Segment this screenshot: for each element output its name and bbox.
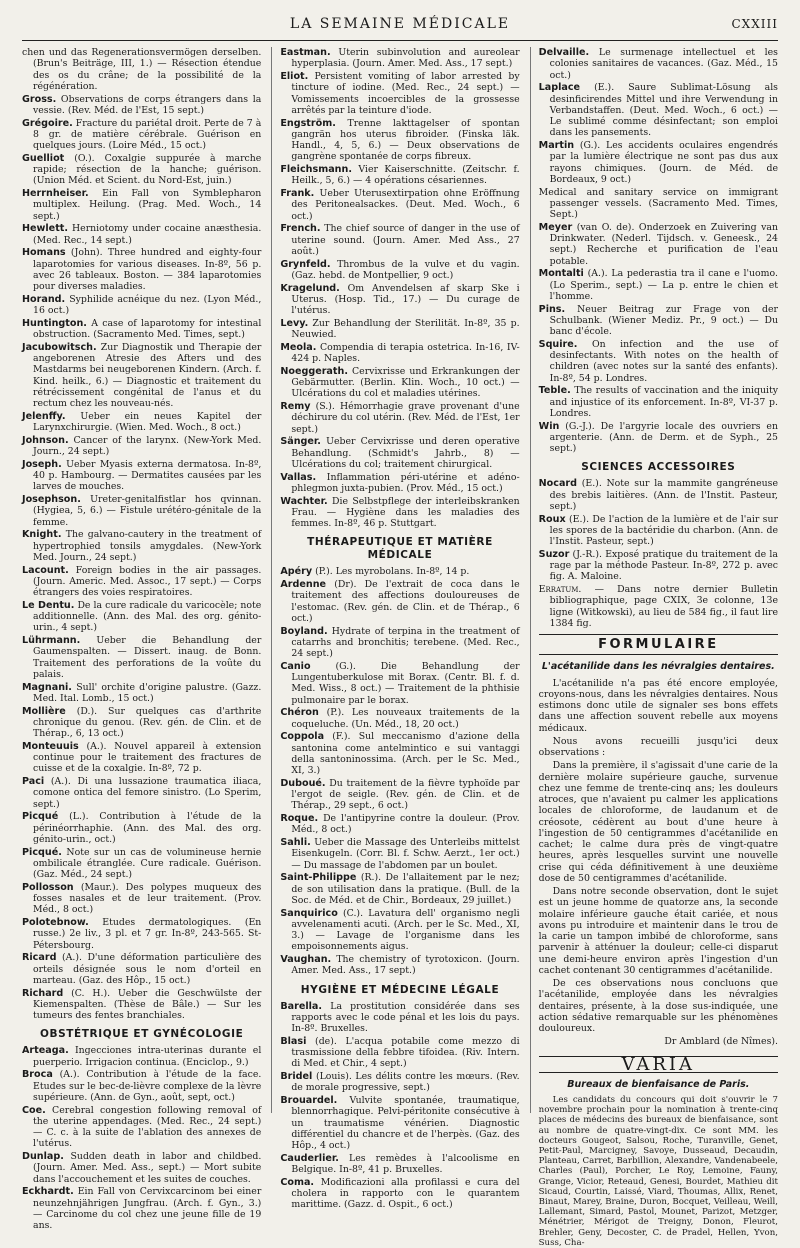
bibliography-entry <box>280 118 519 163</box>
article-paragraph: L'acétanilide n'a pas été encore employée, croyons-nous, dans les névralgies dentaires. Nous estimons donc utile de signaler ses bons effets dans une affection souvent rebelle aux moyens médicaux. <box>538 677 778 734</box>
entry-author: Sanquirico <box>280 907 338 919</box>
entry-text: (G.). Les accidents oculaires engendrés par la lumière électrique ne sont pas dus aux rayons chimiques. (Journ. de Méd. de Bordeaux, 9 oct.) <box>549 140 778 185</box>
bibliography-entry <box>22 247 261 292</box>
bibliography-entry <box>22 188 261 222</box>
bibliography-entry <box>280 342 519 365</box>
entry-text: (van O. de). Onderzoek en Zuivering van Drinkwater. (Nederl. Tijdsch. v. Geneesk., 24 sept.) Recherche et purification de l'eau potable. <box>549 221 778 267</box>
entry-author: Vallas. <box>280 471 317 483</box>
entry-author: Brouardel. <box>280 1095 338 1106</box>
bibliography-entry <box>22 565 261 599</box>
entry-author: Grégoire. <box>22 117 73 129</box>
entry-author: Eastman. <box>280 47 331 58</box>
entry-author: Barella. <box>280 1000 323 1012</box>
entry-author: Jelenffy. <box>22 410 66 422</box>
bibliography-entry <box>280 626 519 660</box>
entry-text: De l'antipyrine contre la douleur. (Prov. Méd., 8 oct.) <box>291 813 520 836</box>
entry-author: Herrnheiser. <box>22 188 89 199</box>
bibliography-entry <box>280 1036 519 1070</box>
page-number: CXXIII <box>731 17 778 31</box>
entry-text: Ingecciones intra-uterinas durante el puerperio. Irrigacion continua. (Enciclop., 9.) <box>33 1045 262 1068</box>
entry-text: Inflammation péri-utérine et adéno-phlegmon juxta-pubien. (Prov. Méd., 15 oct.) <box>291 471 520 494</box>
bibliography-entry <box>22 1045 261 1068</box>
bibliography-entry <box>280 318 519 341</box>
entry-text: La prostitution considérée dans ses rapports avec le code pénal et les lois du pays. In-8º. Bruxelles. <box>291 1000 520 1034</box>
bibliography-entry <box>22 118 261 152</box>
bibliography-entry <box>22 741 261 775</box>
bibliography-entry <box>539 339 778 384</box>
entry-author: Homans <box>22 247 66 259</box>
columns <box>22 47 778 1248</box>
entry-author: Coma. <box>280 1176 315 1188</box>
entry-text: Note sur un cas de volumineuse hernie ombilicale étranglée. Cure radicale. Guérison. (Gaz. Méd., 24 sept.) <box>33 846 262 880</box>
erratum-note <box>539 584 778 629</box>
entry-text: Ueber die Massage des Unterleibs mittelst Eisenkugeln. (Corr. Bl. f. Schw. Aerzt., 1er oct.) — Du massage de l'abdomen par un boulet. <box>291 837 520 871</box>
entry-text: (John). Three hundred and eighty-four laparotomies for various diseases. In-8º, 56 p. avec 26 tableaux. Boston. — 384 laparotomies pour diverses maladies. <box>33 247 262 292</box>
entry-text: (D.). Sur quelques cas d'arthrite chronique du genou. (Rev. gén. de Clin. et de Thérap., 6, 13 oct.) <box>33 705 262 739</box>
bibliography-entry <box>539 478 778 512</box>
entry-text: chen und das Regenerationsvermögen derselben. (Brun's Beiträge, III, 1.) — Résection étendue des os du crâne; de la possibilité de la régénération. <box>22 47 262 92</box>
notice-paragraph: Les candidats du concours qui doit s'ouvrir le 7 novembre prochain pour la nomination à trente-cinq places de médecins des bureaux de bienfaisance, sont au nombre de quatre-vingt-dix. Ce sont MM. les docteurs Gougeot, Salsou, Roche, Turanville, Genet, Petit-Paul, Marcigney, Savoye, Dusseaud, Decaudin, Planteau, Carret, Barbillion, Alexandre, Vandenabeele, Charles (Paul), Porcher, Le Roy, Lemoine, Fauny, Grange, Vicior, Reteaud, Genesi, Bourdet, Mathieu dit Sicaud, Courtin, Laissé, Viard, Thoumas, Allix, Renet, Binaut, Marey, Braine, Duron, Bocquet, Veilleau, Weill, Lallemant, Simard, Pastol, Mounet, Parizot, Metzger, Ménétrier, Mérigot de Treigny, Donon, Fleurot, Brehler, Geny, Decoster, C. de Pradel, Hellen, Yvon, Suss, Cha- <box>538 1095 778 1248</box>
bibliography-entry <box>280 778 519 812</box>
entry-text: Ein Fall von Cervixcarcinom bei einer neunzehnjährigen Jungfrau. (Arch. f. Gyn., 3.) — Carcinome du col chez une jeune fille de 19 ans. <box>33 1186 262 1231</box>
entry-author: Squire. <box>538 338 578 350</box>
entry-author: Laplace <box>538 82 581 94</box>
entry-text: (A.). Contribution à l'étude de la face. Etudes sur le bec-de-lièvre complexe de la lèvre supérieure. (Ann. de Gyn., août, sept, oct.) <box>33 1069 262 1103</box>
page-header <box>22 14 778 41</box>
entry-text: Herniotomy under cocaine anæsthesia. (Med. Rec., 14 sept.) <box>33 223 262 246</box>
entry-author: Eliot. <box>280 71 309 82</box>
entry-author: Knight. <box>22 529 62 541</box>
bibliography-entry <box>280 164 519 187</box>
bibliography-entry <box>280 579 519 624</box>
bibliography-entry <box>539 140 778 185</box>
bibliography-entry <box>539 549 778 583</box>
entry-text: Sudden death in labor and childbed. (Journ. Amer. Med. Ass., sept.) — Mort subite dans l'accouchement et les suites de couches. <box>33 1151 262 1185</box>
entry-author: Arteaga. <box>22 1045 69 1057</box>
bibliography-entry <box>22 318 261 341</box>
bibliography-entry <box>22 706 261 740</box>
bibliography-entry <box>280 401 519 435</box>
entry-text: (F.). Sul meccanismo d'azione della santonina come antelmintico e sui vantaggi della santoninossima. (Arch. per le Sc. Med., XI, 3.) <box>291 731 520 776</box>
entry-author: Blasi <box>280 1035 307 1047</box>
entry-text: Uterin subinvolution and aureolear hyperplasia. (Journ. Amer. Med. Ass., 17 sept.) <box>291 47 520 70</box>
entry-text: Les remèdes à l'alcoolisme en Belgique. In-8º, 41 p. Bruxelles. <box>291 1152 520 1175</box>
bibliography-entry <box>539 514 778 548</box>
bibliography-entry <box>280 731 519 776</box>
entry-author: Cauderlier. <box>280 1152 339 1164</box>
entry-author: Picqué <box>22 811 59 823</box>
entry-text: Thrombus de la vulve et du vagin. (Gaz. hebd. de Montpellier, 9 oct.) <box>291 258 520 281</box>
entry-author: Ricard <box>22 952 57 964</box>
entry-text: Hydrate of terpina in the treatment of catarrhs and bronchitis; terebene. (Med. Rec., 24 sept.) <box>291 625 520 659</box>
entry-author: Wachter. <box>280 495 328 507</box>
entry-text: (S.). Hémorrhagie grave provenant d'une déchirure du col utérin. (Rev. Méd. de l'Est, 1er sept.) <box>291 401 520 435</box>
bibliography-entry <box>22 600 261 634</box>
bibliography-entry <box>22 1105 261 1150</box>
entry-text: A case of laparotomy for intestinal obstruction. (Sacramento Med. Times, sept.) <box>33 317 262 340</box>
entry-author: Mollière <box>22 705 66 717</box>
bibliography-entry <box>280 707 519 730</box>
bibliography-entry <box>22 882 261 916</box>
entry-author: Broca <box>22 1069 53 1081</box>
entry-author: Hewlett. <box>22 223 69 235</box>
entry-text: (G.). Die Behandlung der Lungentuberkulose mit Borax. (Centr. Bl. f. d. Med. Wiss., 8 oct.) — Traitement de la phthisie pulmonaire par le borax. <box>291 660 520 706</box>
entry-text: Observations de corps étrangers dans la vessie. (Rev. Méd. de l'Est, 15 sept.) <box>33 93 262 116</box>
entry-text: Ureter-genitalfistlar hos qvinnan. (Hygiea, 5, 6.) — Fistule urétéro-génitale de la femme. <box>33 494 262 528</box>
entry-text: Ein Fall von Symblepharon multiplex. Heilung. (Prag. Med. Woch., 14 sept.) <box>33 188 262 222</box>
entry-text: (O.). Coxalgie suppurée à marche rapide; résection de la hanche; guérison. (Union Méd. et Scient. du Nord-Est, juin.) <box>33 152 262 187</box>
column-right <box>530 47 778 1248</box>
entry-author: Huntington. <box>22 317 87 329</box>
entry-text: Du traitement de la fièvre typhoïde par l'ergot de seigle. (Rev. gén. de Clin. et de Thérap., 29 sept., 6 oct.) <box>291 777 520 812</box>
bibliography-entry <box>22 342 261 410</box>
bibliography-entry <box>280 366 519 400</box>
entry-author: Grynfeld. <box>280 258 331 270</box>
bibliography-entry <box>22 988 261 1022</box>
bibliography-entry <box>539 268 778 302</box>
bibliography-entry <box>280 436 519 470</box>
entry-text: Foreign bodies in the air passages. (Journ. Americ. Med. Assoc., 17 sept.) — Corps étrangers des voies respiratoires. <box>33 564 262 598</box>
column-left <box>22 47 262 1231</box>
entry-author: Duboué. <box>280 777 326 789</box>
entry-text: (A.). D'une déformation particulière des orteils désignée sous le nom d'orteil en marteau. (Gaz. des Hôp., 15 oct.) <box>33 952 262 986</box>
article-signature: Dr Amblard (de Nîmes). <box>664 1036 778 1048</box>
bibliography-entry <box>280 1177 519 1211</box>
entry-author: Bridel <box>280 1071 313 1082</box>
bibliography-entry <box>280 661 519 706</box>
entry-author: Sänger. <box>280 436 321 448</box>
entry-author: Montalti <box>538 268 584 280</box>
bibliography-entry <box>22 411 261 434</box>
section-heading: HYGIÈNE ET MÉDECINE LÉGALE <box>300 983 500 996</box>
entry-author: Teble. <box>538 385 571 397</box>
entry-author: Kragelund. <box>280 282 340 294</box>
entry-author: Joseph. <box>22 458 62 470</box>
article-paragraph: Dans la première, il s'agissait d'une carie de la dernière molaire supérieure gauche, survenue chez une femme de trente-cinq ans; les douleurs atroces, que n'avaient pu calmer les applications locales de chloroforme, de laudanum et de créosote, cédèrent au bout d'une heure à l'ingestion de 50 centigrammes d'acétanilide en cachet; le calme dura près de vingt-quatre heures, après lesquelles survint une nouvelle crise qui céda définitivement à une deuxième dose de 50 centigrammes d'acétanilide. <box>538 760 778 884</box>
entry-text: Cancer of the larynx. (New-York Med. Journ., 24 sept.) <box>33 434 262 457</box>
bibliography-entry <box>22 223 261 246</box>
entry-text: Trenne lakttagelser of spontan gangrän hos uterus fibroider. (Finska läk. Handl., 4, 5, 6.) — Deux observations de gangrène spontanée de corps fibreux. <box>291 117 520 163</box>
entry-text: (A.). La pederastia tra il cane e l'uomo. (Lo Sperim., sept.) — La p. entre le chien et l'homme. <box>549 268 778 302</box>
journal-title: LA SEMAINE MÉDICALE <box>289 16 511 32</box>
bibliography-entry <box>280 1153 519 1176</box>
entry-text: The results of vaccination and the iniquity and injustice of its enforcement. In-8º, VI-37 p. Londres. <box>549 385 778 419</box>
bibliography-entry <box>539 47 778 81</box>
bibliography-entry <box>22 635 261 680</box>
entry-text: (C. H.). Ueber die Geschwülste der Kiemenspalten. (Thèse de Bâle.) — Sur les tumeurs des fentes branchiales. <box>33 987 262 1021</box>
bibliography-entry <box>280 954 519 977</box>
bibliography-entry <box>22 153 261 187</box>
entry-author: Monteuuis <box>22 740 79 752</box>
entry-text: Le surmenage intellectuel et les colonies sanitaires de vacances. (Gaz. Méd., 15 oct.) <box>549 47 778 81</box>
entry-author: Picqué. <box>22 846 62 858</box>
bibliography-entry <box>280 496 519 530</box>
entry-author: Le Dentu. <box>22 599 75 611</box>
entry-text: (E.). Saure Sublimat-Lösung als desinficirendes Mittel und ihre Verwendung in Verbandstaffen. (Deut. Med. Woch., 6 oct.) — Le sublimé comme désinfectant; son emploi dans les pansements. <box>549 82 778 139</box>
entry-text: Persistent vomiting of labor arrested by tincture of iodine. (Med. Rec., 24 sept.) — Vomissements incoercibles de la grossesse arrêtés par la teinture d'iode. <box>291 71 520 116</box>
entry-author: Roux <box>538 513 566 525</box>
bibliography-entry <box>22 917 261 951</box>
entry-author: French. <box>280 223 321 235</box>
entry-text: Cervixrisse und Erkrankungen der Gebärmutter. (Berlin. Klin. Woch., 10 oct.) — Ulcérations du col et maladies utérines. <box>291 365 520 400</box>
entry-text: Syphilide acnéique du nez. (Lyon Méd., 16 oct.) <box>33 293 262 316</box>
entry-author: Polotebnow. <box>22 917 89 928</box>
bibliography-entry <box>280 872 519 906</box>
entry-author: Martin <box>538 140 575 151</box>
entry-text: The galvano-cautery in the treatment of hypertrophied tonsils amygdales. (New-York Med. Journ., 24 sept.) <box>33 529 262 563</box>
entry-author: Dunlap. <box>22 1151 64 1162</box>
entry-author: Suzor <box>538 548 570 560</box>
section-heading: OBSTÉTRIQUE ET GYNÉCOLOGIE <box>39 1028 244 1041</box>
entry-author: Coppola <box>280 731 325 743</box>
bibliography-entry <box>22 847 261 881</box>
entry-text: (R.). De l'allaitement par le nez; de son utilisation dans la pratique. (Bull. de la Soc. de Méd. et de Chir., Bordeaux, 29 juillet.) <box>291 872 520 906</box>
bibliography-entry <box>280 566 519 577</box>
bibliography-entry <box>22 94 261 117</box>
article-paragraph: Nous avons recueilli jusqu'ici deux observations : <box>538 735 778 758</box>
entry-author: Engström. <box>280 117 336 129</box>
entry-text: Sull' orchite d'origine palustre. (Gazz. Med. Ital. Lomb., 15 oct.) <box>33 681 262 704</box>
bibliography-entry <box>280 1071 519 1094</box>
bibliography-entry <box>280 259 519 282</box>
entry-author: Fleichsmann. <box>280 164 352 175</box>
bibliography-entry <box>22 952 261 986</box>
column-middle <box>271 47 520 1211</box>
entry-text: (E.). De l'action de la lumière et de l'air sur les spores de la bactéridie du charbon. (Ann. de l'Instit. Pasteur, sept.) <box>549 513 778 547</box>
entry-text: Vulvite spontanée, traumatique, blennorrhagique. Pelvi-péritonite consécutive à un traumatisme vénérien. Diagnostic différentiel du chancre et de l'herpès. (Gaz. des Hôp., 4 oct.) <box>291 1095 520 1151</box>
bibliography-entry <box>280 837 519 871</box>
bibliography-entry <box>539 421 778 455</box>
erratum-label: Erratum. <box>538 584 582 595</box>
entry-text: (J.-R.). Exposé pratique du traitement de la rage par la méthode Pasteur. In-8º, 272 p. avec fig. A. Maloine. <box>549 548 778 583</box>
bibliography-entry <box>280 71 519 116</box>
article-subtitle: Bureaux de bienfaisance de Paris. <box>567 1078 750 1090</box>
varia-heading: VARIA <box>539 1056 778 1073</box>
entry-author: Win <box>538 420 560 432</box>
bibliography-entry <box>22 47 261 92</box>
entry-author: Delvaille. <box>538 47 590 58</box>
bibliography-entry <box>539 222 778 267</box>
entry-author: Josephson. <box>22 494 81 505</box>
section-heading: THÉRAPEUTIQUE ET MATIÈRE MÉDICALE <box>307 536 493 562</box>
entry-text: (E.). Note sur la mammite gangréneuse des brebis laitières. (Ann. de l'Instit. Pasteur, sept.) <box>549 478 778 512</box>
entry-text: Zur Behandlung der Sterilität. In-8º, 35 p. Neuwied. <box>291 317 520 340</box>
entry-author: Remy <box>280 401 311 412</box>
entry-author: Apéry <box>280 566 313 578</box>
entry-author: Noeggerath. <box>280 365 348 377</box>
bibliography-entry <box>280 1095 519 1151</box>
entry-author: Horand. <box>22 293 66 305</box>
article-paragraph: De ces observations nous concluons que l'acétanilide, employée dans les névralgies dentaires, présente, à la dose sus-indiquée, une action sédative remarquable sur les phénomènes douloureux. <box>538 978 778 1034</box>
entry-text: (P.). Les nouveaux traitements de la coqueluche. (Un. Méd., 18, 20 oct.) <box>291 707 520 730</box>
bibliography-entry <box>280 223 519 257</box>
entry-text: Ueber die Behandlung der Gaumenspalten. — Dissert. inaug. de Bonn. Traitement des perforations de la voûte du palais. <box>33 635 262 680</box>
entry-author: Johnson. <box>22 434 69 446</box>
entry-author: Ardenne <box>280 579 327 590</box>
bibliography-entry <box>280 472 519 495</box>
entry-author: Pollosson <box>22 881 74 893</box>
entry-author: Chéron <box>280 707 319 719</box>
entry-text: Compendia di terapia ostetrica. In-16, IV-424 p. Naples. <box>291 341 520 364</box>
entry-author: Levy. <box>280 317 309 329</box>
article-paragraph: Dans notre seconde observation, dont le sujet est un jeune homme de quatorze ans, la seconde molaire inférieure gauche était cariée, et nous avons pu introduire et maintenir dans le trou de la carie un tampon imbibé de chloroforme, sans parvenir à atténuer la douleur; celle-ci disparut une demi-heure environ après l'ingestion d'un cachet contenant 30 centigrammes d'acétanilide. <box>538 886 778 976</box>
bibliography-entry <box>280 813 519 836</box>
bibliography-entry <box>280 1001 519 1035</box>
entry-text: Neuer Beitrag zur Frage von der Schulbank. (Wiener Mediz. Pr., 9 oct.) — Du banc d'école. <box>549 303 778 337</box>
bibliography-entry <box>539 385 778 419</box>
entry-author: Gross. <box>22 93 57 105</box>
bibliography-entry <box>22 1186 261 1231</box>
entry-author: Lührmann. <box>22 635 81 646</box>
entry-text: Modificazioni alla profilassi e cura del cholera in rapporto con le quarantem marittime. (Gazz. d. Ospit., 6 oct.) <box>291 1176 520 1211</box>
bibliography-entry <box>22 776 261 810</box>
entry-text: (Louis). Les délits contre les mœurs. (Rev. de morale progressive, sept.) <box>291 1071 520 1094</box>
entry-author: Coe. <box>22 1104 46 1116</box>
entry-text: (G.-J.). De l'argyrie locale des ouvriers en argenterie. (Ann. de Derm. et de Syph., 25 sept.) <box>549 420 778 454</box>
entry-text: Ueber Cervixrisse und deren operative Behandlung. (Schmidt's Jahrb., 8) — Ulcérations du col; traitement chirurgical. <box>291 436 520 470</box>
bibliography-entry <box>22 494 261 528</box>
entry-author: Roque. <box>280 813 319 824</box>
entry-text: The chemistry of tyrotoxicon. (Journ. Amer. Med. Ass., 17 sept.) <box>291 954 520 977</box>
entry-text: (Dr). De l'extrait de coca dans le traitement des affections douloureuses de l'estomac. (Rev. gén. de Clin. et de Thérap., 6 oct.) <box>291 579 520 624</box>
bibliography-entry <box>22 811 261 845</box>
bibliography-entry <box>22 1069 261 1103</box>
entry-text: (de). L'acqua potabile come mezzo di trasmissione della febbre tifoidea. (Riv. Intern. di Med. et Chir., 4 sept.) <box>291 1035 520 1070</box>
entry-text: Ueber Uterusextirpation ohne Eröffnung des Peritonealsackes. (Deut. Med. Woch., 6 oct.) <box>291 188 520 222</box>
entry-text: Ueber Myasis externa dermatosa. In-8º, 40 p. Hambourg. — Dermatites causées par les larves de mouches. <box>33 458 262 493</box>
entry-author: Nocard <box>538 478 578 490</box>
bibliography-entry <box>280 283 519 317</box>
entry-text: (P.). Les myrobolans. In-8º, 14 p. <box>315 566 470 578</box>
entry-author: Saint-Philippe <box>280 872 357 884</box>
entry-author: Boyland. <box>280 625 328 637</box>
entry-author: Frank. <box>280 188 315 199</box>
entry-author: Paci <box>22 776 45 787</box>
bibliography-entry <box>22 529 261 563</box>
entry-author: Lacount. <box>22 564 69 576</box>
entry-author: Canio <box>280 660 311 672</box>
bibliography-entry <box>22 1151 261 1185</box>
entry-text: On infection and the use of desinfectants. With notes on the health of children (avec notes sur la santé des enfants). In-8º, 54 p. Londres. <box>549 338 778 384</box>
entry-author: Jacubowitsch. <box>22 341 97 353</box>
bibliography-entry <box>539 304 778 338</box>
entry-text: Medical and sanitary service on immigrant passenger vessels. (Sacramento Med. Times, Sept.) <box>538 186 778 220</box>
bibliography-entry <box>22 682 261 705</box>
entry-text: Om Anvendelsen af skarp Ske i Uterus. (Hosp. Tid., 17.) — Du curage de l'utérus. <box>291 282 520 316</box>
entry-text: Etudes dermatologiques. (En russe.) 2e liv., 3 pl. et 7 gr. In-8º, 243-565. St-Pétersbourg. <box>33 917 262 951</box>
formulaire-heading: FORMULAIRE <box>539 634 778 655</box>
bibliography-entry <box>539 82 778 138</box>
entry-text: (A.). Di una lussazione traumatica iliaca, comone ontica del femore sinistro. (Lo Sperim, sept.) <box>33 776 262 810</box>
entry-text: Die Selbstpflege der interleibskranken Frau. — Hygiène dans les maladies des femmes. In-8º, 46 p. Stuttgart. <box>291 495 520 529</box>
erratum-text: — Dans notre dernier Bulletin bibliographique, page CXIX, 3e colonne, 13e ligne (Witkowski), au lieu de 584 fig., il faut lire 1384 fig. <box>549 584 778 629</box>
entry-text: (L.). Contribution à l'étude de la périnéorrhaphie. (Ann. des Mal. des org. génito-urin., oct.) <box>33 811 262 845</box>
entry-text: (A.). Nouvel appareil à extension continue pour le traitement des fractures de cuisse et de la coxalgie. In-8º, 72 p. <box>33 740 262 775</box>
bibliography-entry <box>280 47 519 70</box>
entry-author: Guelliot <box>22 152 65 164</box>
entry-author: Eckhardt. <box>22 1186 74 1198</box>
entry-text: Ueber ein neues Kapitel der Larynxchirurgie. (Wien. Med. Woch., 8 oct.) <box>33 410 262 433</box>
entry-author: Meola. <box>280 341 317 353</box>
entry-text: De la cure radicale du varicocèle; note additionnelle. (Ann. des Mal. des org. génito-urin., 4 sept.) <box>33 599 262 634</box>
bibliography-entry <box>280 908 519 953</box>
section-heading: SCIENCES ACCESSOIRES <box>581 461 736 474</box>
entry-text: Fracture du pariétal droit. Perte de 7 à 8 gr. de matière cérébrale. Guérison en quelques jours. (Loire Méd., 15 oct.) <box>33 117 262 151</box>
bibliography-entry <box>539 187 778 221</box>
entry-text: (C.). Lavatura dell' organismo negli avvelenamenti acuti. (Arch. per le Sc. Med., XI, 3.) — Lavage de l'organisme dans les empoisonnements aigus. <box>291 907 520 953</box>
entry-text: Vier Kaiserschnitte. (Zeitschr. f. Heilk., 5, 6.) — 4 opérations césariennes. <box>291 164 520 187</box>
entry-text: (Maur.). Des polypes muqueux des fosses nasales et de leur traitement. (Prov. Méd., 8 oct.) <box>33 881 262 916</box>
entry-author: Meyer <box>538 221 573 233</box>
entry-text: The chief source of danger in the use of uterine sound. (Journ. Amer. Med Ass., 27 août.) <box>291 223 520 257</box>
entry-text: Zur Diagnostik und Therapie der angeborenen Atresie des Afters und des Mastdarms bei neugeborenen Kindern. (Arch. f. Kind. heilk., 6.) — Diagnostic et traitement du rétrécissement congénital de l'anus et du rectum chez les nouveau-nés. <box>33 341 262 409</box>
entry-author: Pins. <box>538 303 566 315</box>
bibliography-entry <box>22 459 261 493</box>
bibliography-entry <box>22 294 261 317</box>
bibliography-entry <box>280 188 519 222</box>
bibliography-entry <box>22 435 261 458</box>
entry-author: Richard <box>22 987 64 999</box>
entry-text: Cerebral congestion following removal of the uterine appendages. (Med. Rec., 24 sept.) — C. c. à la suite de l'ablation des annexes de l'utérus. <box>33 1104 262 1150</box>
entry-author: Vaughan. <box>280 954 332 965</box>
article-subtitle: L'acétanilide dans les névralgies dentaires. <box>541 661 775 673</box>
entry-author: Sahli. <box>280 837 311 848</box>
entry-author: Magnani. <box>22 681 72 693</box>
